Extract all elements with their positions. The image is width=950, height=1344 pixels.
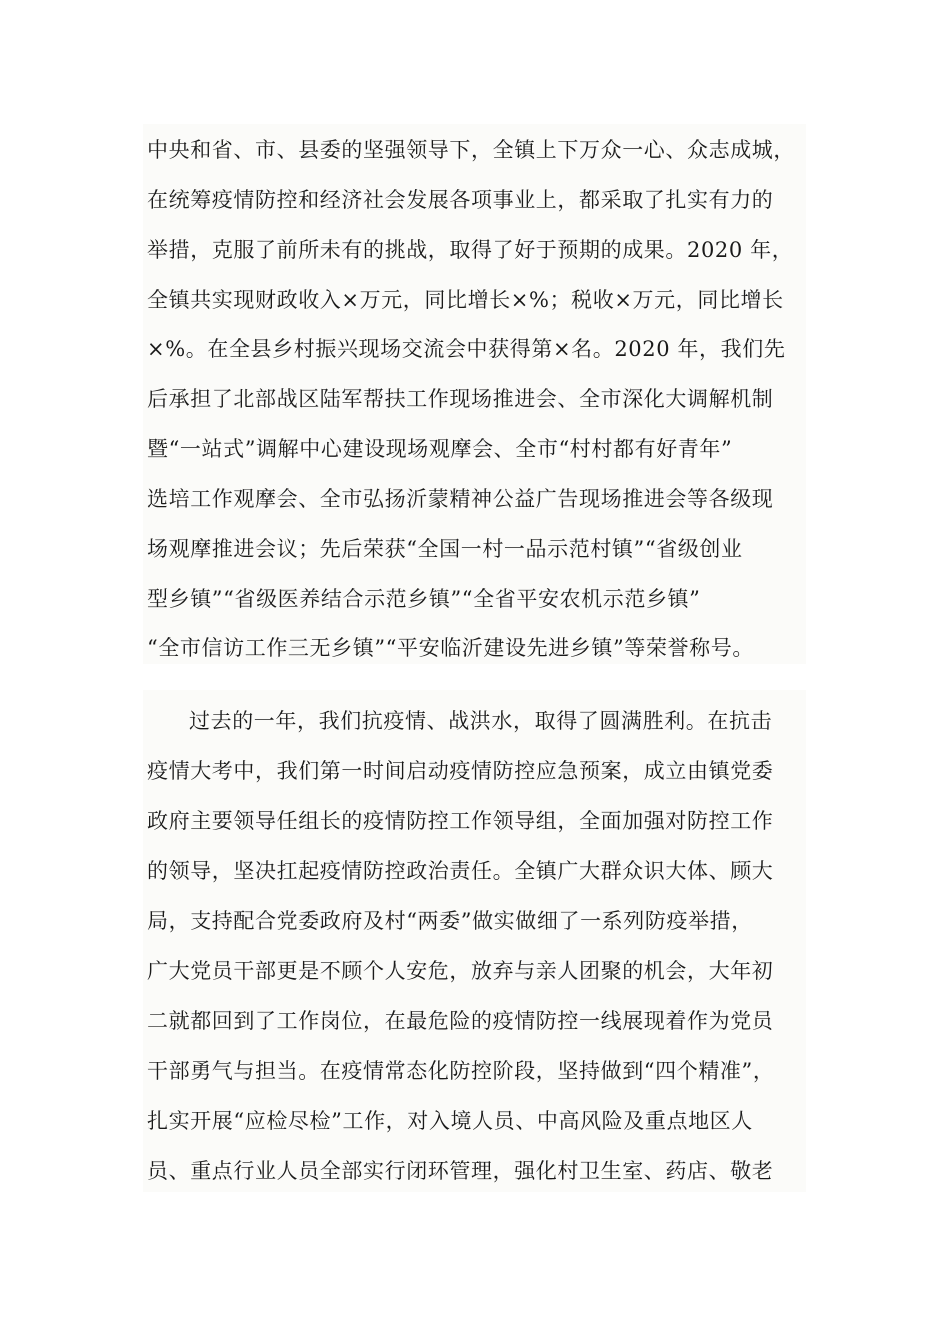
paragraph-1-line: “全市信访工作三无乡镇”“平安临沂建设先进乡镇”等荣誉称号。 [147, 636, 754, 660]
paragraph-1-line: 型乡镇”“省级医养结合示范乡镇”“全省平安农机示范乡镇” [147, 587, 701, 611]
paragraph-2-line: 员、重点行业人员全部实行闭环管理，强化村卫生室、药店、敬老 [147, 1159, 774, 1183]
paragraph-1-line: 后承担了北部战区陆军帮扶工作现场推进会、全市深化大调解机制 [147, 387, 774, 411]
paragraph-2-line: 政府主要领导任组长的疫情防控工作领导组，全面加强对防控工作 [147, 809, 774, 833]
paragraph-1-line: 选培工作观摩会、全市弘扬沂蒙精神公益广告现场推进会等各级现 [147, 487, 774, 511]
paragraph-1-line: ×%。在全县乡村振兴现场交流会中获得第×名。2020 年，我们先 [147, 337, 786, 361]
paragraph-2-line: 干部勇气与担当。在疫情常态化防控阶段，坚持做到“四个精准”， [147, 1059, 775, 1083]
paragraph-1-line: 举措，克服了前所未有的挑战，取得了好于预期的成果。2020 年， [147, 238, 794, 262]
paragraph-2-line: 疫情大考中，我们第一时间启动疫情防控应急预案，成立由镇党委 [147, 759, 774, 783]
paragraph-2-line: 过去的一年，我们抗疫情、战洪水，取得了圆满胜利。在抗击 [189, 709, 773, 733]
paragraph-2-line: 的领导，坚决扛起疫情防控政治责任。全镇广大群众识大体、顾大 [147, 859, 774, 883]
paragraph-1-line: 中央和省、市、县委的坚强领导下，全镇上下万众一心、众志成城， [147, 138, 795, 162]
paragraph-1-line: 全镇共实现财政收入×万元，同比增长×%；税收×万元，同比增长 [147, 288, 784, 312]
paragraph-2-line: 二就都回到了工作岗位，在最危险的疫情防控一线展现着作为党员 [147, 1009, 774, 1033]
paragraph-2-line: 局，支持配合党委政府及村“两委”做实做细了一系列防疫举措， [147, 909, 753, 933]
paragraph-1-line: 暨“一站式”调解中心建设现场观摩会、全市“村村都有好青年” [147, 437, 733, 461]
paragraph-2-line: 广大党员干部更是不顾个人安危，放弃与亲人团聚的机会，大年初 [147, 959, 774, 983]
paragraph-2 [143, 690, 806, 1192]
paragraph-2-line: 扎实开展“应检尽检”工作，对入境人员、中高风险及重点地区人 [147, 1109, 753, 1133]
paragraph-1 [143, 124, 806, 664]
paragraph-1-line: 在统筹疫情防控和经济社会发展各项事业上，都采取了扎实有力的 [147, 188, 774, 212]
paragraph-1-line: 场观摩推进会议；先后荣获“全国一村一品示范村镇”“省级创业 [147, 537, 743, 561]
